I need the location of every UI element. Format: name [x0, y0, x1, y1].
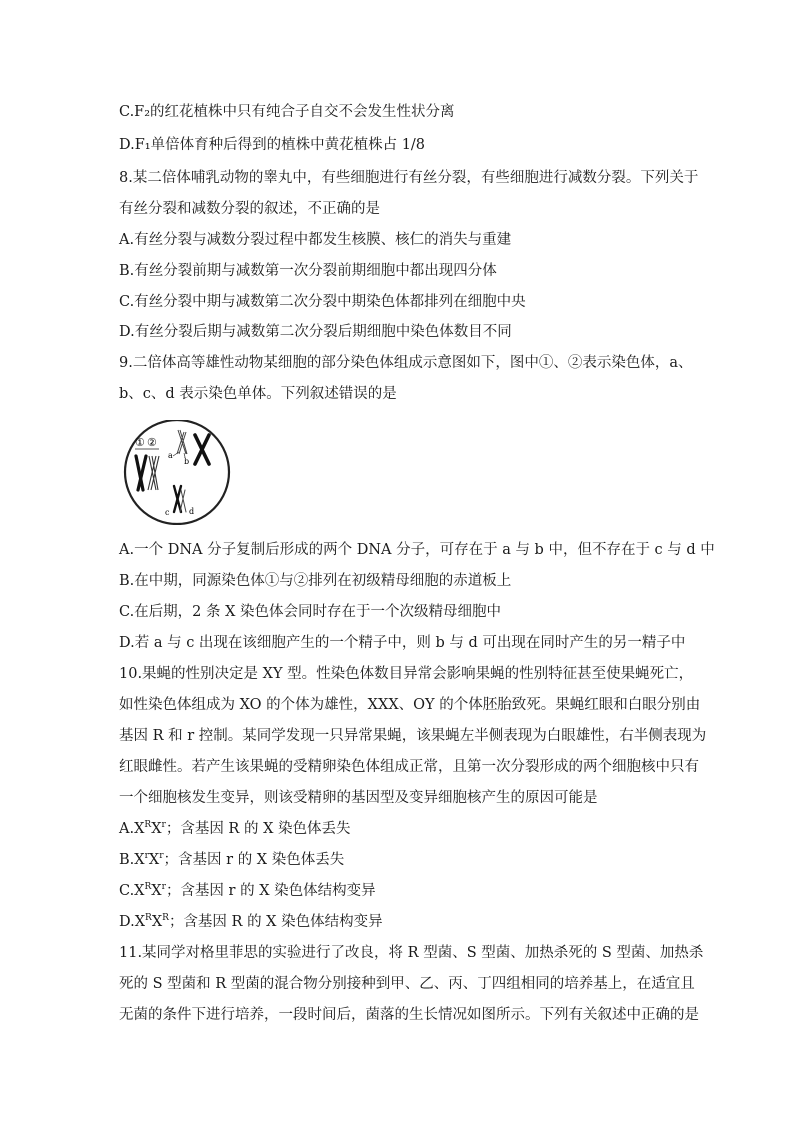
- option-10d-sup1: R: [145, 913, 152, 924]
- option-10b-mid: X: [148, 852, 160, 868]
- option-9b: B.在中期，同源染色体①与②排列在初级精母细胞的赤道板上: [119, 573, 512, 589]
- question-8-stem-line2: 有丝分裂和减数分裂的叙述，不正确的是: [119, 201, 380, 217]
- question-10-stem-line1: 10.果蝇的性别决定是 XY 型。性染色体数目异常会影响果蝇的性别特征甚至使果蝇死亡，: [119, 666, 694, 682]
- chromosome-diagram: [121, 420, 233, 525]
- chromosome-cd: [174, 486, 186, 512]
- question-11-stem-line3: 无菌的条件下进行培养，一段时间后，菌落的生长情况如图所示。下列有关叙述中正确的是: [119, 1007, 699, 1023]
- label-a: a: [168, 451, 173, 460]
- option-10c-mid: X: [151, 883, 162, 899]
- option-10b: [119, 850, 344, 870]
- question-11-stem-line1: 11.某同学对格里菲思的实验进行了改良，将 R 型菌、S 型菌、加热杀死的 S 型菌、加热杀: [119, 945, 704, 961]
- option-8c: C.有丝分裂中期与减数第二次分裂中期染色体都排列在细胞中央: [119, 294, 526, 310]
- option-10b-sup1: r: [144, 851, 149, 862]
- option-10a-mid: X: [151, 821, 162, 837]
- question-9-stem-line2: b、c、d 表示染色单体。下列叙述错误的是: [119, 386, 397, 402]
- option-10a-prefix: A.X: [119, 821, 145, 837]
- question-10-stem-line4: 红眼雌性。若产生该果蝇的受精卵染色体组成正常，且第一次分裂形成的两个细胞核中只有: [119, 759, 699, 775]
- option-10c-prefix: C.X: [119, 883, 145, 899]
- option-7d: D.F₁单倍体育种后得到的植株中黄花植株占 1/8: [119, 137, 426, 153]
- option-8a: A.有丝分裂与减数分裂过程中都发生核膜、核仁的消失与重建: [119, 232, 512, 248]
- option-9a: A.一个 DNA 分子复制后形成的两个 DNA 分子，可存在于 a 与 b 中，但不存在于 c 与 d 中: [119, 542, 715, 558]
- question-10-stem-line2: 如性染色体组成为 XO 的个体为雄性，XXX、OY 的个体胚胎致死。果蝇红眼和白眼分别由: [119, 697, 701, 713]
- question-8-stem-line1: 8.某二倍体哺乳动物的睾丸中，有些细胞进行有丝分裂，有些细胞进行减数分裂。下列关于: [119, 170, 699, 186]
- label-c: c: [165, 508, 170, 517]
- chromosome-x-large: [195, 435, 209, 464]
- option-10a: [119, 819, 351, 839]
- label-chromosome-2: ②: [147, 436, 157, 449]
- option-10d-sup2: R: [162, 913, 169, 924]
- chromosome-ab: [177, 430, 187, 454]
- label-b: b: [184, 457, 190, 466]
- chromosome-diagram-svg: [121, 420, 233, 525]
- question-10-stem-line5: 一个细胞核发生变异，则该受精卵的基因型及变异细胞核产生的原因可能是: [119, 790, 598, 806]
- option-10b-sup2: r: [159, 851, 164, 862]
- pointer-a: [173, 452, 179, 456]
- option-7c: C.F₂的红花植株中只有纯合子自交不会发生性状分离: [119, 104, 455, 120]
- label-d: d: [189, 507, 195, 516]
- option-10a-sup1: R: [144, 820, 152, 831]
- option-8d: D.有丝分裂后期与减数第二次分裂后期细胞中染色体数目不同: [119, 324, 512, 340]
- question-11-stem-line2: 死的 S 型菌和 R 型菌的混合物分别接种到甲、乙、丙、丁四组相同的培养基上，在适宜且: [119, 976, 695, 992]
- option-9d: D.若 a 与 c 出现在该细胞产生的一个精子中，则 b 与 d 可出现在同时产生的另一精子中: [119, 635, 686, 651]
- option-10a-sup2: r: [161, 820, 166, 831]
- option-10c: [119, 881, 376, 901]
- option-8b: B.有丝分裂前期与减数第一次分裂前期细胞中都出现四分体: [119, 263, 497, 279]
- option-10d-prefix: D.X: [119, 914, 146, 930]
- option-10b-rest: ；含基因 r 的 X 染色体丢失: [163, 852, 345, 868]
- option-10c-sup2: r: [161, 882, 166, 893]
- question-9-stem-line1: 9.二倍体高等雄性动物某细胞的部分染色体组成示意图如下，图中①、②表示染色体，a、: [119, 355, 693, 371]
- option-10d-mid: X: [151, 914, 163, 930]
- chromosome-1: [136, 456, 146, 490]
- label-chromosome-1: ①: [135, 436, 145, 449]
- option-10b-prefix: B.X: [119, 852, 145, 868]
- option-10a-rest: ；含基因 R 的 X 染色体丢失: [165, 821, 351, 837]
- option-10c-sup1: R: [144, 882, 152, 893]
- chromosome-2: [148, 456, 159, 490]
- option-9c: C.在后期，2 条 X 染色体会同时存在于一个次级精母细胞中: [119, 604, 502, 620]
- option-10d: [119, 912, 383, 932]
- option-10d-rest: ；含基因 R 的 X 染色体结构变异: [168, 914, 383, 930]
- question-10-stem-line3: 基因 R 和 r 控制。某同学发现一只异常果蝇，该果蝇左半侧表现为白眼雄性，右半侧表现为: [119, 728, 707, 744]
- option-10c-rest: ；含基因 r 的 X 染色体结构变异: [165, 883, 376, 899]
